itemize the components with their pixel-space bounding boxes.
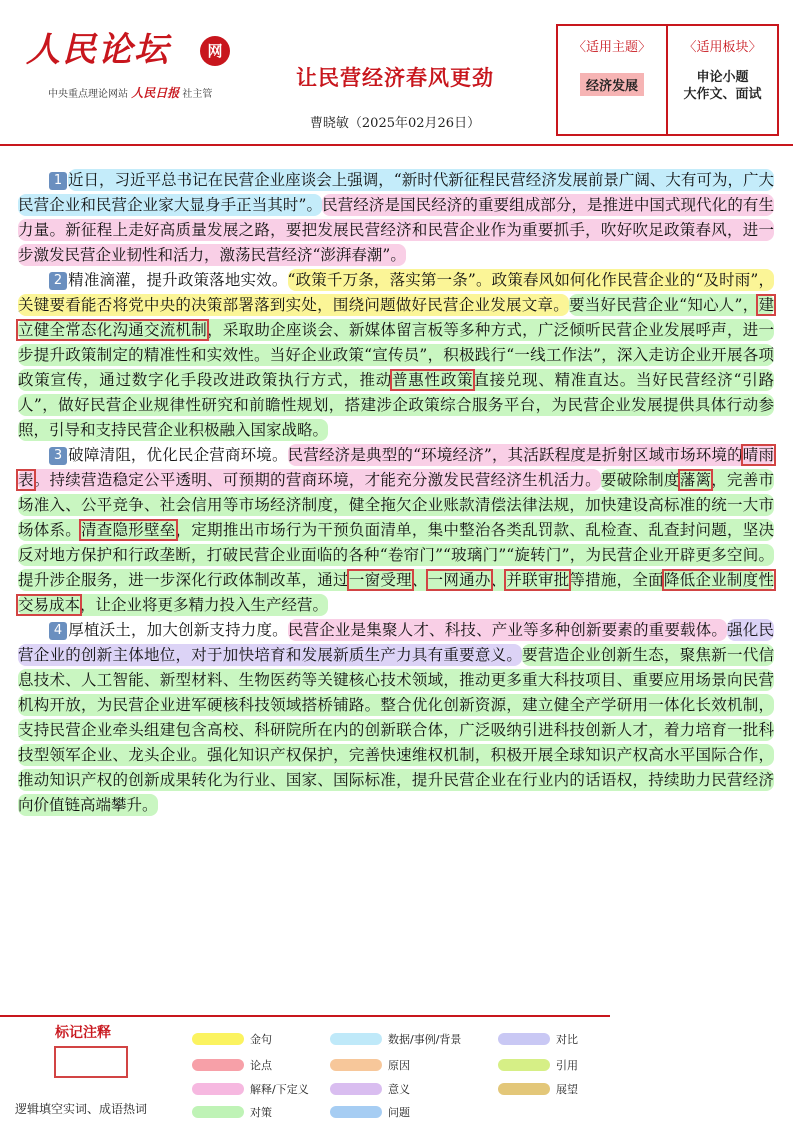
- paragraph-number: 1: [49, 172, 67, 190]
- section-value: [668, 69, 777, 103]
- section-column: [668, 26, 777, 134]
- logo-sub-suffix: 社主管: [182, 89, 213, 100]
- definition-part: 。持续营造稳定公平透明、可预期的营商环境，才能充分激发民营经济生机活力。: [33, 471, 601, 489]
- countermeasure-part: 等措施，全面: [569, 571, 664, 589]
- topic-value: 经济发展: [580, 73, 644, 96]
- separator: 、: [490, 571, 507, 589]
- paragraph-number: 4: [49, 622, 67, 640]
- legend-keyword-box: [54, 1046, 128, 1078]
- definition-part: 民营经济是典型的“环境经济”，其活跃程度是折射区域市场环境的: [287, 446, 743, 464]
- countermeasure-part: ，采取助企座谈会、新媒体留言板等多种方式，广泛倾听民营企业发展呼声，进一步提升政策制定的精准性和实效性。当好企业政策“宣传员”，积极践行“一线工作法”，深入走访企业开展各项政策宣传，通过数字化手段改进政策执行方式，推动: [18, 321, 774, 389]
- argument-heading: 精准滴灌，提升政策落地实效。: [68, 271, 288, 289]
- topic-label: 〈适用主题〉: [572, 40, 651, 55]
- logo-net-badge: 网: [200, 36, 230, 66]
- argument-heading: 厚植沃土，加大创新支持力度。: [68, 621, 288, 639]
- paragraph-2: [18, 268, 774, 443]
- section-value-2: 大作文、面试: [683, 87, 762, 102]
- countermeasure-part: ，定期推出市场行为干预负面清单，集中整治各类乱罚款、乱检查、乱查封问题，坚决反对地方保护和行政垄断，打破民营企业面临的各种“卷帘门”“玻璃门”“旋转门”，为民营企业开辟更多空间。提升涉企服务，进一步深化行政体制改革，通过: [18, 521, 774, 589]
- paragraph-number: 2: [49, 272, 67, 290]
- article-title: 让民营经济春风更劲: [296, 65, 494, 90]
- countermeasure-part: 直接兑现、精准直达。当好民营经济“引路人”，做好民营企业规律性研究和前瞻性规划，搭建涉企政策综合服务平台，为民营企业发展提供具体行动参照，引导和支持民营企业积极融入国家战略。: [18, 371, 774, 439]
- legend-label: 论点: [250, 1059, 272, 1072]
- legend-label: 数据/事例/背景: [388, 1033, 462, 1046]
- legend-swatch: [330, 1059, 382, 1071]
- golden-sentence: “政策千万条，落实第一条”。政策春风如何化作民营企业的“及时雨”，关键要看能否将党中央的决策部署落到实处，围绕问题做好民营企业发展文章。: [18, 271, 774, 314]
- legend-swatch: [192, 1059, 244, 1071]
- legend-keyword-note: 逻辑填空实词、成语热词: [15, 1102, 148, 1116]
- legend-swatch: [498, 1033, 550, 1045]
- countermeasure-part: 要当好民营企业“知心人”，: [568, 296, 759, 314]
- countermeasure-part: ，让企业将更多精力投入生产经营。: [80, 596, 329, 614]
- countermeasure-part: 要破除制度: [600, 471, 680, 489]
- legend-label: 金句: [250, 1033, 272, 1046]
- legend-label: 展望: [556, 1083, 578, 1096]
- keyword-box: 降低企业制度性交易成本: [18, 571, 774, 614]
- countermeasure-part: ，完善市场准入、公平竞争、社会信用等市场经济制度，健全拖欠企业账款清偿法律法规，加快建设高标准的统一大市场体系。: [18, 471, 774, 539]
- legend-swatch: [192, 1083, 244, 1095]
- legend-swatch: [192, 1033, 244, 1045]
- legend-swatch: [330, 1106, 382, 1118]
- article-byline: 曹晓敏（2025年02月26日）: [309, 116, 481, 131]
- definition-sentence: 民营经济是国民经济的重要组成部分，是推进中国式现代化的有生力量。新征程上走好高质量发展之路，要把发展民营经济和民营企业作为重要抓手，吹好吹足政策春风，进一步激发民营企业韧性和活力，激荡民营经济“澎湃春潮”。: [18, 196, 774, 264]
- keyword-box: 一网通办: [427, 571, 491, 589]
- definition-sentence: 民营企业是集聚人才、科技、产业等多种创新要素的重要载体。: [287, 621, 728, 639]
- legend-label: 原因: [388, 1059, 410, 1072]
- paragraph-3: [18, 443, 774, 618]
- section-label: 〈适用板块〉: [683, 40, 762, 55]
- paragraph-number: 3: [49, 447, 67, 465]
- header-rule: [0, 144, 793, 146]
- logo-sub-prefix: 中央重点理论网站: [48, 89, 128, 100]
- keyword-box: 一窗受理: [348, 571, 412, 589]
- legend-label: 问题: [388, 1106, 410, 1119]
- tag-box: [556, 24, 779, 136]
- logo-sub-paper: 人民日报: [131, 86, 180, 100]
- background-sentence: 近日，习近平总书记在民营企业座谈会上强调，“新时代新征程民营经济发展前景广阔、大有可为，广大民营企业和民营企业家大显身手正当其时”。: [18, 171, 774, 214]
- significance-sentence: 强化民营企业的创新主体地位，对于加快培育和发展新质生产力具有重要意义。: [18, 621, 774, 664]
- keyword-box: 清查隐形壁垒: [81, 521, 176, 539]
- countermeasure-text: 要营造企业创新生态，聚焦新一代信息技术、人工智能、新型材料、生物医药等关键核心技术领域，推动更多重大科技项目、重要应用场景向民营机构开放，为民营企业进军硬核科技领域搭桥铺路。整合优化创新资源，建立健全产学研用一体化长效机制，支持民营企业牵头组建包含高校、科研院所在内的创新联合体，广泛吸纳引进科技创新人才，着力培育一批科技型领军企业、龙头企业。强化知识产权保护，完善快速维权机制，积极开展全球知识产权高水平国际合作，推动知识产权的创新成果转化为行业、国家、国际标准，提升民营企业在行业内的话语权，持续助力民营经济向价值链高端攀升。: [18, 646, 774, 814]
- keyword-box: 普惠性政策: [392, 371, 474, 389]
- legend-swatch: [330, 1083, 382, 1095]
- legend-label: 对策: [250, 1106, 272, 1119]
- section-value-1: 申论小题: [696, 70, 749, 85]
- legend-swatch: [330, 1033, 382, 1045]
- topic-column: [558, 26, 666, 134]
- paragraph-1: [18, 168, 774, 268]
- keyword-box: 并联审批: [506, 571, 570, 589]
- paragraph-4: [18, 618, 774, 818]
- legend-label: 意义: [388, 1083, 410, 1096]
- legend-label: 解释/下定义: [250, 1083, 309, 1096]
- logo-subtitle: [48, 84, 212, 101]
- page-header: [0, 0, 793, 142]
- keyword-box: 藩篱: [679, 471, 712, 489]
- legend-title: 标记注释: [55, 1025, 111, 1041]
- article-body: [18, 168, 774, 818]
- legend-swatch: [498, 1059, 550, 1071]
- legend-label: 引用: [556, 1059, 578, 1072]
- legend-swatch: [192, 1106, 244, 1118]
- legend-label: 对比: [556, 1033, 578, 1046]
- argument-heading: 破障清阻，优化民企营商环境。: [68, 446, 288, 464]
- countermeasure-text: [18, 469, 774, 616]
- separator: 、: [411, 571, 428, 589]
- site-logo: 人民论坛: [26, 30, 170, 70]
- keyword-box: 建立健全常态化沟通交流机制: [18, 296, 774, 339]
- legend-rule: [0, 1015, 610, 1017]
- keyword-box: 晴雨表: [18, 446, 774, 489]
- legend-swatch: [498, 1083, 550, 1095]
- countermeasure-text: [18, 294, 774, 441]
